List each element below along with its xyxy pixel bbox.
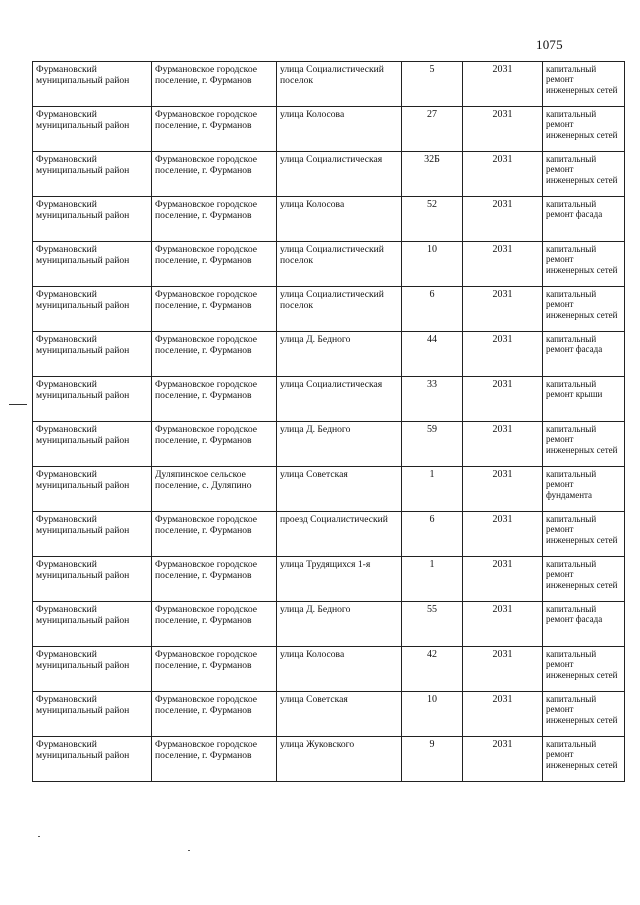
district-cell: Фурмановский муниципальный район xyxy=(33,692,152,737)
house-number-cell: 10 xyxy=(402,242,463,287)
work-type-cell: капитальный ремонт инженерных сетей xyxy=(543,152,625,197)
repair-year-cell: 2031 xyxy=(463,377,543,422)
house-number-cell: 1 xyxy=(402,467,463,512)
house-number-cell: 27 xyxy=(402,107,463,152)
repair-year-cell: 2031 xyxy=(463,602,543,647)
table-row xyxy=(33,332,625,377)
district-cell: Фурмановский муниципальный район xyxy=(33,242,152,287)
district-cell: Фурмановский муниципальный район xyxy=(33,602,152,647)
district-cell: Фурмановский муниципальный район xyxy=(33,62,152,107)
district-cell: Фурмановский муниципальный район xyxy=(33,332,152,377)
work-type-cell: капитальный ремонт инженерных сетей xyxy=(543,557,625,602)
street-cell: улица Социалистический поселок xyxy=(277,242,402,287)
repair-year-cell: 2031 xyxy=(463,647,543,692)
settlement-cell: Фурмановское городское поселение, г. Фурманов xyxy=(152,422,277,467)
repair-year-cell: 2031 xyxy=(463,422,543,467)
district-cell: Фурмановский муниципальный район xyxy=(33,377,152,422)
table-row xyxy=(33,422,625,467)
repair-year-cell: 2031 xyxy=(463,107,543,152)
street-cell: улица Колосова xyxy=(277,107,402,152)
work-type-cell: капитальный ремонт инженерных сетей xyxy=(543,422,625,467)
street-cell: улица Колосова xyxy=(277,647,402,692)
work-type-cell: капитальный ремонт инженерных сетей xyxy=(543,287,625,332)
table-row xyxy=(33,377,625,422)
house-number-cell: 6 xyxy=(402,512,463,557)
settlement-cell: Фурмановское городское поселение, г. Фурманов xyxy=(152,512,277,557)
district-cell: Фурмановский муниципальный район xyxy=(33,107,152,152)
district-cell: Фурмановский муниципальный район xyxy=(33,557,152,602)
street-cell: улица Советская xyxy=(277,467,402,512)
table-row xyxy=(33,737,625,782)
street-cell: улица Жуковского xyxy=(277,737,402,782)
street-cell: улица Советская xyxy=(277,692,402,737)
table-row xyxy=(33,692,625,737)
work-type-cell: капитальный ремонт инженерных сетей xyxy=(543,647,625,692)
work-type-cell: капитальный ремонт инженерных сетей xyxy=(543,107,625,152)
repair-year-cell: 2031 xyxy=(463,692,543,737)
repair-year-cell: 2031 xyxy=(463,287,543,332)
settlement-cell: Фурмановское городское поселение, г. Фурманов xyxy=(152,602,277,647)
repair-year-cell: 2031 xyxy=(463,62,543,107)
settlement-cell: Фурмановское городское поселение, г. Фурманов xyxy=(152,287,277,332)
table-row xyxy=(33,287,625,332)
table-row xyxy=(33,62,625,107)
street-cell: улица Д. Бедного xyxy=(277,422,402,467)
district-cell: Фурмановский муниципальный район xyxy=(33,647,152,692)
district-cell: Фурмановский муниципальный район xyxy=(33,422,152,467)
house-number-cell: 33 xyxy=(402,377,463,422)
street-cell: улица Социалистическая xyxy=(277,377,402,422)
work-type-cell: капитальный ремонт инженерных сетей xyxy=(543,242,625,287)
table-row xyxy=(33,602,625,647)
work-type-cell: капитальный ремонт фасада xyxy=(543,602,625,647)
settlement-cell: Фурмановское городское поселение, г. Фурманов xyxy=(152,62,277,107)
settlement-cell: Фурмановское городское поселение, г. Фурманов xyxy=(152,647,277,692)
work-type-cell: капитальный ремонт инженерных сетей xyxy=(543,692,625,737)
table-row xyxy=(33,557,625,602)
house-number-cell: 44 xyxy=(402,332,463,377)
work-type-cell: капитальный ремонт инженерных сетей xyxy=(543,62,625,107)
repair-year-cell: 2031 xyxy=(463,332,543,377)
street-cell: проезд Социалистический xyxy=(277,512,402,557)
table-row xyxy=(33,467,625,512)
district-cell: Фурмановский муниципальный район xyxy=(33,287,152,332)
house-number-cell: 55 xyxy=(402,602,463,647)
house-number-cell: 10 xyxy=(402,692,463,737)
work-type-cell: капитальный ремонт инженерных сетей xyxy=(543,512,625,557)
housing-repair-table xyxy=(32,61,625,782)
repair-year-cell: 2031 xyxy=(463,737,543,782)
settlement-cell: Фурмановское городское поселение, г. Фурманов xyxy=(152,692,277,737)
street-cell: улица Трудящихся 1-я xyxy=(277,557,402,602)
repair-year-cell: 2031 xyxy=(463,467,543,512)
district-cell: Фурмановский муниципальный район xyxy=(33,152,152,197)
scan-speck xyxy=(38,836,40,837)
scan-speck xyxy=(188,850,190,851)
district-cell: Фурмановский муниципальный район xyxy=(33,737,152,782)
work-type-cell: капитальный ремонт крыши xyxy=(543,377,625,422)
street-cell: улица Д. Бедного xyxy=(277,332,402,377)
settlement-cell: Фурмановское городское поселение, г. Фурманов xyxy=(152,107,277,152)
street-cell: улица Колосова xyxy=(277,197,402,242)
settlement-cell: Фурмановское городское поселение, г. Фурманов xyxy=(152,377,277,422)
district-cell: Фурмановский муниципальный район xyxy=(33,512,152,557)
work-type-cell: капитальный ремонт инженерных сетей xyxy=(543,737,625,782)
street-cell: улица Социалистический поселок xyxy=(277,62,402,107)
table-row xyxy=(33,107,625,152)
district-cell: Фурмановский муниципальный район xyxy=(33,467,152,512)
table-row xyxy=(33,647,625,692)
table-row xyxy=(33,197,625,242)
house-number-cell: 1 xyxy=(402,557,463,602)
repair-year-cell: 2031 xyxy=(463,242,543,287)
settlement-cell: Фурмановское городское поселение, г. Фурманов xyxy=(152,152,277,197)
house-number-cell: 6 xyxy=(402,287,463,332)
scan-margin-mark xyxy=(9,404,27,405)
street-cell: улица Социалистический поселок xyxy=(277,287,402,332)
repair-year-cell: 2031 xyxy=(463,152,543,197)
district-cell: Фурмановский муниципальный район xyxy=(33,197,152,242)
house-number-cell: 52 xyxy=(402,197,463,242)
house-number-cell: 9 xyxy=(402,737,463,782)
repair-year-cell: 2031 xyxy=(463,197,543,242)
repair-year-cell: 2031 xyxy=(463,557,543,602)
table-row xyxy=(33,152,625,197)
settlement-cell: Фурмановское городское поселение, г. Фурманов xyxy=(152,242,277,287)
table-body xyxy=(33,62,625,782)
street-cell: улица Социалистическая xyxy=(277,152,402,197)
settlement-cell: Фурмановское городское поселение, г. Фурманов xyxy=(152,557,277,602)
street-cell: улица Д. Бедного xyxy=(277,602,402,647)
settlement-cell: Фурмановское городское поселение, г. Фурманов xyxy=(152,197,277,242)
house-number-cell: 59 xyxy=(402,422,463,467)
table-row xyxy=(33,512,625,557)
work-type-cell: капитальный ремонт фасада xyxy=(543,197,625,242)
settlement-cell: Фурмановское городское поселение, г. Фурманов xyxy=(152,737,277,782)
work-type-cell: капитальный ремонт фундамента xyxy=(543,467,625,512)
work-type-cell: капитальный ремонт фасада xyxy=(543,332,625,377)
house-number-cell: 32Б xyxy=(402,152,463,197)
repair-year-cell: 2031 xyxy=(463,512,543,557)
settlement-cell: Дуляпинское сельское поселение, с. Дуляпино xyxy=(152,467,277,512)
house-number-cell: 5 xyxy=(402,62,463,107)
table-row xyxy=(33,242,625,287)
settlement-cell: Фурмановское городское поселение, г. Фурманов xyxy=(152,332,277,377)
house-number-cell: 42 xyxy=(402,647,463,692)
page-number: 1075 xyxy=(536,37,563,52)
